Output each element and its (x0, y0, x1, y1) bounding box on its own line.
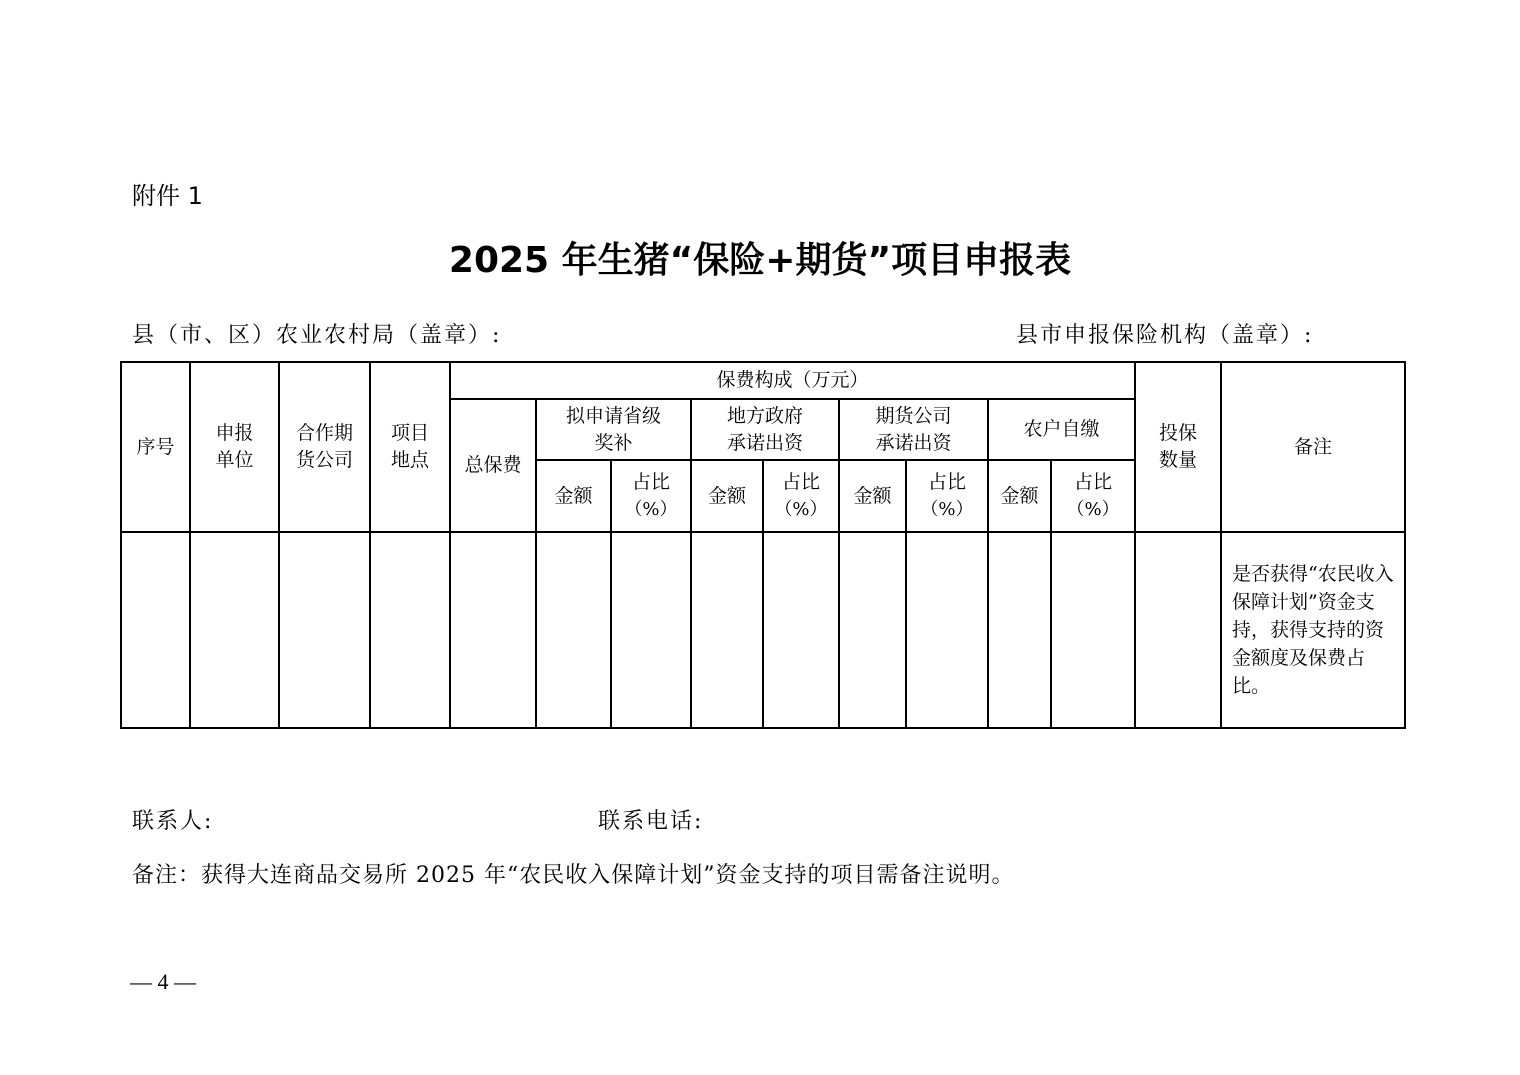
cell-total-premium[interactable] (450, 532, 536, 728)
header-futures-contribution: 期货公司 承诺出资 (839, 399, 988, 460)
cell-futures-company[interactable] (279, 532, 370, 728)
header-farmer-payment: 农户自缴 (988, 399, 1135, 460)
header-premium-group: 保费构成（万元） (450, 362, 1135, 399)
header-unit: 申报 单位 (190, 362, 279, 532)
header-amount: 金额 (839, 460, 906, 532)
cell-provincial-ratio[interactable] (611, 532, 691, 728)
header-amount: 金额 (988, 460, 1051, 532)
page-title: 2025 年生猪“保险+期货”项目申报表 (448, 240, 1072, 281)
header-quantity: 投保 数量 (1135, 362, 1221, 532)
header-location: 项目 地点 (370, 362, 450, 532)
cell-quantity[interactable] (1135, 532, 1221, 728)
cell-local-amount[interactable] (691, 532, 763, 728)
cell-farmer-ratio[interactable] (1051, 532, 1135, 728)
contact-phone-label: 联系电话: (598, 809, 704, 834)
seal-right-label: 县市申报保险机构（盖章）: (1016, 323, 1314, 348)
header-ratio: 占比 （%） (763, 460, 839, 532)
cell-note: 是否获得“农民收入保障计划”资金支持，获得支持的资金额度及保费占比。 (1221, 532, 1405, 728)
header-ratio: 占比 （%） (906, 460, 988, 532)
header-amount: 金额 (536, 460, 611, 532)
cell-futures-amount[interactable] (839, 532, 906, 728)
attachment-label: 附件 1 (132, 182, 203, 210)
page-number: — 4 — (130, 969, 196, 994)
header-ratio: 占比 （%） (1051, 460, 1135, 532)
header-local-government: 地方政府 承诺出资 (691, 399, 839, 460)
cell-provincial-amount[interactable] (536, 532, 611, 728)
header-total-premium: 总保费 (450, 399, 536, 532)
remark-text: 备注：获得大连商品交易所 2025 年“农民收入保障计划”资金支持的项目需备注说明。 (132, 863, 1015, 888)
header-amount: 金额 (691, 460, 763, 532)
application-table (120, 361, 1406, 729)
header-ratio: 占比 （%） (611, 460, 691, 532)
cell-futures-ratio[interactable] (906, 532, 988, 728)
header-note: 备注 (1221, 362, 1405, 532)
header-seq: 序号 (121, 362, 190, 532)
cell-location[interactable] (370, 532, 450, 728)
seal-left-label: 县（市、区）农业农村局（盖章）: (132, 323, 502, 348)
contact-person-label: 联系人: (132, 809, 214, 834)
cell-unit[interactable] (190, 532, 279, 728)
table-row (121, 532, 1405, 728)
cell-seq[interactable] (121, 532, 190, 728)
header-futures-company: 合作期 货公司 (279, 362, 370, 532)
header-provincial-subsidy: 拟申请省级 奖补 (536, 399, 691, 460)
cell-farmer-amount[interactable] (988, 532, 1051, 728)
cell-local-ratio[interactable] (763, 532, 839, 728)
